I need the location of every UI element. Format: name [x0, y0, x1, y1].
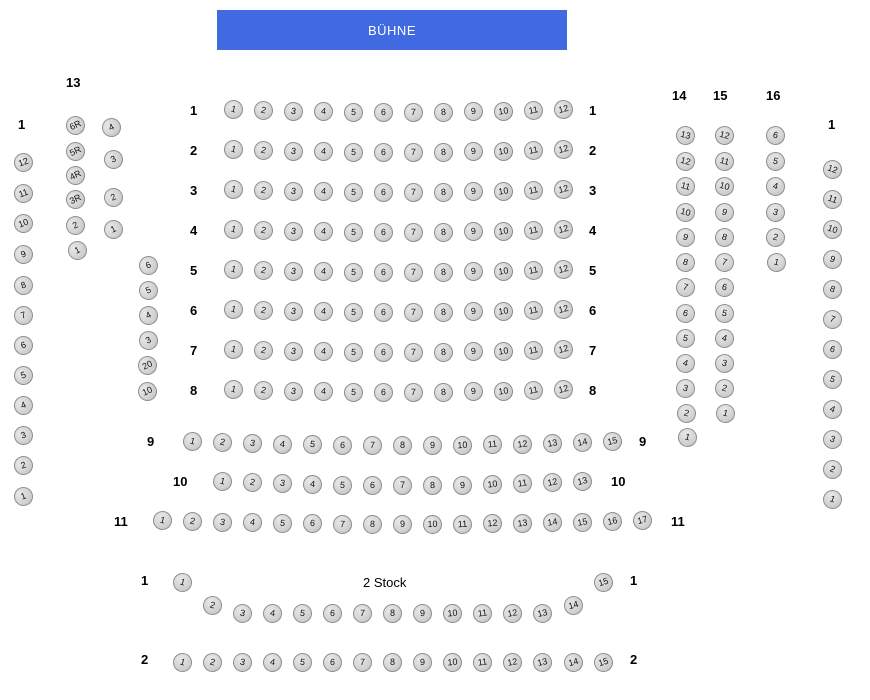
seat-r6-9[interactable]: 9	[463, 301, 484, 322]
seat-r9-13[interactable]: 13	[541, 432, 563, 454]
seat-r7-12[interactable]: 12	[552, 338, 575, 361]
seat-r10-12[interactable]: 12	[541, 471, 563, 493]
seat-r11-6[interactable]: 6	[302, 514, 323, 535]
seat-r11-11[interactable]: 11	[452, 514, 472, 534]
left-block-label: 1	[18, 117, 26, 132]
seat-right-12[interactable]: 12	[820, 157, 844, 181]
seat-r8-11[interactable]: 11	[522, 379, 544, 401]
seat-r6-10[interactable]: 10	[493, 300, 515, 322]
seat-r9-15[interactable]: 15	[601, 430, 624, 453]
row-label-right-2: 2	[589, 143, 597, 158]
seat-r5-6[interactable]: 6	[374, 263, 393, 282]
seat-r10-4[interactable]: 4	[302, 474, 323, 495]
seat-r2-6[interactable]: 6	[374, 143, 393, 162]
seat-balcony1-7[interactable]: 7	[353, 604, 373, 624]
row-label-right-1: 1	[589, 103, 597, 118]
seat-right-2[interactable]: 2	[820, 457, 844, 481]
seat-b15-11[interactable]: 11	[713, 150, 736, 173]
seat-r3-12[interactable]: 12	[552, 178, 575, 201]
seat-r10-1[interactable]: 1	[211, 470, 234, 493]
seat-r2-12[interactable]: 12	[552, 138, 575, 161]
seat-r7-4[interactable]: 4	[313, 341, 334, 362]
seat-balcony1-8[interactable]: 8	[383, 604, 402, 623]
seat-r4-9[interactable]: 9	[463, 221, 484, 242]
seat-b15-10[interactable]: 10	[713, 175, 736, 198]
seat-balcony2-8[interactable]: 8	[383, 653, 402, 672]
seat-left-11[interactable]: 11	[11, 181, 35, 205]
seat-balcony1-14[interactable]: 14	[562, 594, 585, 617]
row-label-left-4: 4	[190, 223, 198, 238]
seat-balcony2-7[interactable]: 7	[353, 653, 373, 673]
seat-r10-6[interactable]: 6	[363, 475, 383, 495]
seat-r6-8[interactable]: 8	[433, 302, 453, 322]
seat-balcony1-9[interactable]: 9	[413, 604, 433, 624]
seat-r10-5[interactable]: 5	[332, 475, 352, 495]
seat-b16-4[interactable]: 4	[764, 175, 787, 198]
seat-balcony2-9[interactable]: 9	[413, 653, 433, 673]
seat-r8-4[interactable]: 4	[313, 381, 334, 402]
row-label-left-6: 6	[190, 303, 198, 318]
row-label-left-8: 8	[190, 383, 198, 398]
seat-r2-2[interactable]: 2	[252, 139, 274, 161]
seat-r6-5[interactable]: 5	[343, 302, 363, 322]
seat-r7-5[interactable]: 5	[343, 342, 363, 362]
row-label-left-2: 2	[190, 143, 198, 158]
seat-b14-4[interactable]: 4	[674, 352, 697, 375]
seat-r7-9[interactable]: 9	[463, 341, 484, 362]
seat-r3-3[interactable]: 3	[283, 180, 305, 202]
seat-r5-9[interactable]: 9	[463, 261, 484, 282]
seat-r4-10[interactable]: 10	[493, 220, 515, 242]
seat-r6-1[interactable]: 1	[222, 298, 245, 321]
seat-r6-6[interactable]: 6	[374, 303, 393, 322]
seat-r2-7[interactable]: 7	[404, 143, 423, 162]
balcony-label-right-2: 2	[630, 652, 638, 667]
seat-r9-5[interactable]: 5	[302, 434, 323, 455]
seat-b13c-3[interactable]: 3	[136, 328, 161, 353]
seat-r10-7[interactable]: 7	[393, 476, 412, 495]
seat-r11-13[interactable]: 13	[512, 513, 533, 534]
block-label-15: 15	[713, 88, 728, 103]
seat-b15-2[interactable]: 2	[713, 377, 736, 400]
seat-r11-14[interactable]: 14	[542, 512, 564, 534]
seat-r5-7[interactable]: 7	[404, 263, 423, 282]
seat-r8-8[interactable]: 8	[433, 382, 453, 402]
seat-right-9[interactable]: 9	[820, 247, 844, 271]
seat-r10-13[interactable]: 13	[571, 470, 594, 493]
seat-balcony2-12[interactable]: 12	[501, 651, 523, 673]
seat-balcony1-6[interactable]: 6	[322, 603, 343, 624]
seat-r1-1[interactable]: 1	[222, 98, 245, 121]
seat-r1-3[interactable]: 3	[283, 100, 305, 122]
seat-r9-1[interactable]: 1	[181, 430, 204, 453]
seat-r6-2[interactable]: 2	[252, 299, 274, 321]
row-label-right-4: 4	[589, 223, 597, 238]
seat-r11-16[interactable]: 16	[601, 510, 624, 533]
balcony-label-right-1: 1	[630, 573, 638, 588]
seat-b14-5[interactable]: 5	[674, 327, 697, 350]
stage-banner: BÜHNE	[217, 10, 567, 50]
seat-r11-3[interactable]: 3	[211, 511, 233, 533]
seat-b15-12[interactable]: 12	[713, 124, 736, 147]
seat-r7-2[interactable]: 2	[252, 339, 274, 361]
seat-b15-3[interactable]: 3	[713, 352, 736, 375]
seat-r4-4[interactable]: 4	[313, 221, 334, 242]
seat-balcony1-3[interactable]: 3	[231, 602, 254, 625]
seat-right-3[interactable]: 3	[820, 427, 844, 451]
seat-r8-1[interactable]: 1	[222, 378, 245, 401]
seat-r1-2[interactable]: 2	[252, 99, 274, 121]
seat-b13b-4[interactable]: 4	[99, 115, 124, 140]
row-label-right-5: 5	[589, 263, 597, 278]
seat-balcony2-1[interactable]: 1	[171, 651, 195, 675]
seat-r6-12[interactable]: 12	[552, 298, 575, 321]
seat-balcony2-11[interactable]: 11	[472, 652, 493, 673]
seat-r5-10[interactable]: 10	[493, 260, 515, 282]
seat-balcony2-15[interactable]: 15	[592, 651, 616, 675]
seat-right-6[interactable]: 6	[820, 337, 844, 361]
seat-b13b-3[interactable]: 3	[101, 147, 126, 172]
floor-label: 2 Stock	[363, 575, 407, 590]
seat-r3-10[interactable]: 10	[493, 180, 515, 202]
seat-left-5[interactable]: 5	[11, 363, 35, 387]
seat-r11-1[interactable]: 1	[151, 509, 174, 532]
seat-r4-6[interactable]: 6	[374, 223, 393, 242]
seat-right-7[interactable]: 7	[820, 307, 844, 331]
seat-r8-5[interactable]: 5	[343, 382, 363, 402]
seat-b13a-3R[interactable]: 3R	[63, 187, 88, 212]
seat-balcony1-10[interactable]: 10	[442, 603, 463, 624]
seat-b13b-2[interactable]: 2	[101, 185, 126, 210]
seat-left-9[interactable]: 9	[11, 242, 35, 266]
seat-r11-2[interactable]: 2	[181, 510, 204, 533]
seat-r9-3[interactable]: 3	[241, 432, 263, 454]
seat-b14-6[interactable]: 6	[674, 302, 697, 325]
seat-balcony1-2[interactable]: 2	[201, 594, 224, 617]
seat-left-3[interactable]: 3	[11, 423, 35, 447]
seat-r1-10[interactable]: 10	[493, 100, 515, 122]
seat-r3-6[interactable]: 6	[374, 183, 393, 202]
right-block-label: 1	[828, 117, 836, 132]
seat-r10-10[interactable]: 10	[482, 474, 503, 495]
seat-r6-11[interactable]: 11	[522, 299, 544, 321]
seat-b15-9[interactable]: 9	[713, 201, 736, 224]
row-label-right-3: 3	[589, 183, 597, 198]
seat-r4-8[interactable]: 8	[433, 222, 453, 242]
seat-b14-13[interactable]: 13	[674, 124, 697, 147]
seat-r5-12[interactable]: 12	[552, 258, 575, 281]
seat-b13b-1[interactable]: 1	[101, 217, 126, 242]
seat-r7-10[interactable]: 10	[493, 340, 515, 362]
seat-balcony2-2[interactable]: 2	[201, 651, 224, 674]
seat-left-8[interactable]: 8	[11, 273, 35, 297]
seat-b13a-2[interactable]: 2	[63, 213, 88, 238]
seat-r5-11[interactable]: 11	[522, 259, 544, 281]
seat-r4-1[interactable]: 1	[222, 218, 245, 241]
seat-b14-10[interactable]: 10	[674, 201, 697, 224]
seat-b13c-5[interactable]: 5	[136, 278, 161, 303]
seat-r8-2[interactable]: 2	[252, 379, 274, 401]
seat-r3-1[interactable]: 1	[222, 178, 245, 201]
seat-r7-11[interactable]: 11	[522, 339, 544, 361]
seat-r7-3[interactable]: 3	[283, 340, 305, 362]
seat-r7-7[interactable]: 7	[404, 343, 423, 362]
seat-b15-7[interactable]: 7	[713, 251, 736, 274]
seat-r2-4[interactable]: 4	[313, 141, 334, 162]
seat-b15-1[interactable]: 1	[714, 402, 737, 425]
seat-r9-7[interactable]: 7	[363, 436, 383, 456]
row-label-right-6: 6	[589, 303, 597, 318]
seat-r11-9[interactable]: 9	[393, 515, 412, 534]
seat-r5-2[interactable]: 2	[252, 259, 274, 281]
seat-b15-8[interactable]: 8	[713, 226, 736, 249]
seat-r6-7[interactable]: 7	[404, 303, 423, 322]
seat-r3-8[interactable]: 8	[433, 182, 453, 202]
seat-balcony2-13[interactable]: 13	[531, 651, 554, 674]
row-label-left-10: 10	[173, 474, 188, 489]
seat-balcony1-13[interactable]: 13	[531, 602, 554, 625]
row-label-right-7: 7	[589, 343, 597, 358]
seat-b13c-4[interactable]: 4	[136, 303, 161, 328]
seat-b13a-4R[interactable]: 4R	[63, 163, 88, 188]
seat-r4-5[interactable]: 5	[343, 222, 363, 242]
seat-r9-14[interactable]: 14	[571, 431, 594, 454]
seat-balcony1-5[interactable]: 5	[292, 603, 313, 624]
row-label-right-8: 8	[589, 383, 597, 398]
seat-r8-9[interactable]: 9	[463, 381, 484, 402]
seat-b15-4[interactable]: 4	[713, 327, 736, 350]
seat-r5-4[interactable]: 4	[313, 261, 334, 282]
seat-b14-11[interactable]: 11	[674, 175, 697, 198]
seat-r11-10[interactable]: 10	[423, 515, 443, 535]
row-label-left-7: 7	[190, 343, 198, 358]
seat-r3-4[interactable]: 4	[313, 181, 334, 202]
seat-left-10[interactable]: 10	[11, 211, 35, 235]
seat-balcony2-4[interactable]: 4	[261, 651, 283, 673]
seat-r2-3[interactable]: 3	[283, 140, 305, 162]
seat-right-1[interactable]: 1	[820, 487, 844, 511]
seat-left-7[interactable]: 7	[11, 303, 35, 327]
seat-r5-1[interactable]: 1	[222, 258, 245, 281]
block-label-16: 16	[766, 88, 781, 103]
seat-r8-6[interactable]: 6	[374, 383, 393, 402]
seat-b15-6[interactable]: 6	[713, 276, 736, 299]
seat-b13c-10[interactable]: 10	[135, 379, 160, 404]
seat-r1-9[interactable]: 9	[463, 101, 484, 122]
seat-r9-8[interactable]: 8	[393, 436, 412, 455]
seat-balcony2-3[interactable]: 3	[231, 651, 254, 674]
seat-right-4[interactable]: 4	[820, 397, 844, 421]
seat-b14-9[interactable]: 9	[674, 226, 697, 249]
row-label-left-9: 9	[147, 434, 155, 449]
seat-r2-5[interactable]: 5	[343, 142, 363, 162]
seat-r4-7[interactable]: 7	[404, 223, 423, 242]
seat-r8-3[interactable]: 3	[283, 380, 305, 402]
seat-r2-1[interactable]: 1	[222, 138, 245, 161]
seat-r11-15[interactable]: 15	[571, 511, 593, 533]
balcony-label-left-1: 1	[141, 573, 149, 588]
row-label-left-11: 11	[114, 514, 128, 529]
row-label-left-5: 5	[190, 263, 198, 278]
block-label-14: 14	[672, 88, 687, 103]
seat-b13a-6R[interactable]: 6R	[63, 113, 88, 138]
seat-b14-2[interactable]: 2	[675, 402, 698, 425]
seat-b16-3[interactable]: 3	[764, 201, 787, 224]
seat-left-12[interactable]: 12	[11, 150, 35, 174]
seat-balcony2-10[interactable]: 10	[442, 652, 463, 673]
seat-r1-6[interactable]: 6	[374, 103, 393, 122]
seat-r9-12[interactable]: 12	[512, 433, 533, 454]
seat-r6-3[interactable]: 3	[283, 300, 305, 322]
seat-r1-7[interactable]: 7	[404, 103, 423, 122]
seat-r8-12[interactable]: 12	[552, 378, 575, 401]
seat-balcony2-6[interactable]: 6	[322, 652, 343, 673]
seat-b14-12[interactable]: 12	[674, 150, 697, 173]
seat-left-4[interactable]: 4	[11, 393, 35, 417]
seat-b16-5[interactable]: 5	[764, 150, 787, 173]
seat-balcony1-1[interactable]: 1	[171, 571, 195, 595]
block-label-13: 13	[66, 75, 81, 90]
seat-r3-11[interactable]: 11	[522, 179, 544, 201]
seat-left-2[interactable]: 2	[11, 453, 35, 477]
seat-r1-5[interactable]: 5	[343, 102, 363, 122]
seat-r4-12[interactable]: 12	[552, 218, 575, 241]
seat-r1-8[interactable]: 8	[433, 102, 453, 122]
seat-right-11[interactable]: 11	[820, 187, 844, 211]
seat-left-1[interactable]: 1	[11, 484, 35, 508]
seat-b16-1[interactable]: 1	[765, 251, 788, 274]
seat-r4-3[interactable]: 3	[283, 220, 305, 242]
row-label-left-3: 3	[190, 183, 198, 198]
seat-r5-8[interactable]: 8	[433, 262, 453, 282]
seat-b16-2[interactable]: 2	[764, 226, 787, 249]
seat-r2-10[interactable]: 10	[493, 140, 515, 162]
seat-right-5[interactable]: 5	[820, 367, 844, 391]
seat-r11-7[interactable]: 7	[332, 514, 352, 534]
seat-r10-3[interactable]: 3	[272, 473, 294, 495]
seat-r1-11[interactable]: 11	[522, 99, 544, 121]
seat-r8-10[interactable]: 10	[493, 380, 515, 402]
seat-r3-2[interactable]: 2	[252, 179, 274, 201]
seat-r10-11[interactable]: 11	[512, 473, 534, 495]
seat-left-6[interactable]: 6	[11, 333, 35, 357]
seat-r7-6[interactable]: 6	[374, 343, 393, 362]
seat-r11-17[interactable]: 17	[631, 509, 654, 532]
seat-r5-3[interactable]: 3	[283, 260, 305, 282]
row-label-left-1: 1	[190, 103, 198, 118]
seat-b13c-20[interactable]: 20	[135, 353, 160, 378]
balcony-label-left-2: 2	[141, 652, 149, 667]
seat-b15-5[interactable]: 5	[713, 302, 736, 325]
seat-r6-4[interactable]: 4	[313, 301, 334, 322]
seat-b14-8[interactable]: 8	[674, 251, 697, 274]
seat-r9-6[interactable]: 6	[332, 435, 352, 455]
seat-r9-11[interactable]: 11	[482, 434, 503, 455]
seat-b14-7[interactable]: 7	[674, 276, 697, 299]
seat-r2-9[interactable]: 9	[463, 141, 484, 162]
seat-r8-7[interactable]: 7	[404, 383, 423, 402]
seat-r10-2[interactable]: 2	[241, 471, 263, 493]
seat-balcony1-4[interactable]: 4	[261, 602, 283, 624]
seat-r9-4[interactable]: 4	[272, 433, 293, 454]
seat-r3-5[interactable]: 5	[343, 182, 363, 202]
seat-b13a-5R[interactable]: 5R	[63, 139, 88, 164]
seat-b16-6[interactable]: 6	[764, 124, 787, 147]
seat-r9-9[interactable]: 9	[423, 436, 443, 456]
seat-r2-11[interactable]: 11	[522, 139, 544, 161]
seat-r1-12[interactable]: 12	[552, 98, 575, 121]
seat-b13a-1[interactable]: 1	[65, 238, 90, 263]
seat-r11-5[interactable]: 5	[272, 513, 293, 534]
seat-balcony2-5[interactable]: 5	[292, 652, 313, 673]
row-label-right-10: 10	[611, 474, 626, 489]
seat-right-8[interactable]: 8	[820, 277, 844, 301]
seat-balcony1-11[interactable]: 11	[472, 603, 493, 624]
seat-r7-1[interactable]: 1	[222, 338, 245, 361]
seat-r1-4[interactable]: 4	[313, 101, 334, 122]
seat-r11-4[interactable]: 4	[242, 512, 264, 534]
seat-r11-12[interactable]: 12	[482, 514, 503, 535]
seat-r7-8[interactable]: 8	[433, 342, 453, 362]
seat-r3-7[interactable]: 7	[404, 183, 423, 202]
seat-r3-9[interactable]: 9	[463, 181, 484, 202]
row-label-right-11: 11	[671, 514, 685, 529]
seat-r10-9[interactable]: 9	[452, 475, 472, 495]
seat-r4-11[interactable]: 11	[522, 219, 544, 241]
seat-r5-5[interactable]: 5	[343, 262, 363, 282]
seat-r2-8[interactable]: 8	[433, 142, 453, 162]
seat-r4-2[interactable]: 2	[252, 219, 274, 241]
seat-b13c-6[interactable]: 6	[136, 253, 161, 278]
seat-right-10[interactable]: 10	[820, 217, 844, 241]
seat-r9-10[interactable]: 10	[452, 435, 472, 455]
seat-r9-2[interactable]: 2	[211, 431, 234, 454]
seat-balcony1-12[interactable]: 12	[501, 602, 523, 624]
seat-r10-8[interactable]: 8	[423, 475, 443, 495]
seat-balcony1-15[interactable]: 15	[592, 571, 616, 595]
seat-b14-3[interactable]: 3	[674, 377, 697, 400]
seat-r11-8[interactable]: 8	[363, 515, 383, 535]
seat-balcony2-14[interactable]: 14	[562, 651, 585, 674]
seat-b14-1[interactable]: 1	[676, 426, 699, 449]
row-label-right-9: 9	[639, 434, 647, 449]
